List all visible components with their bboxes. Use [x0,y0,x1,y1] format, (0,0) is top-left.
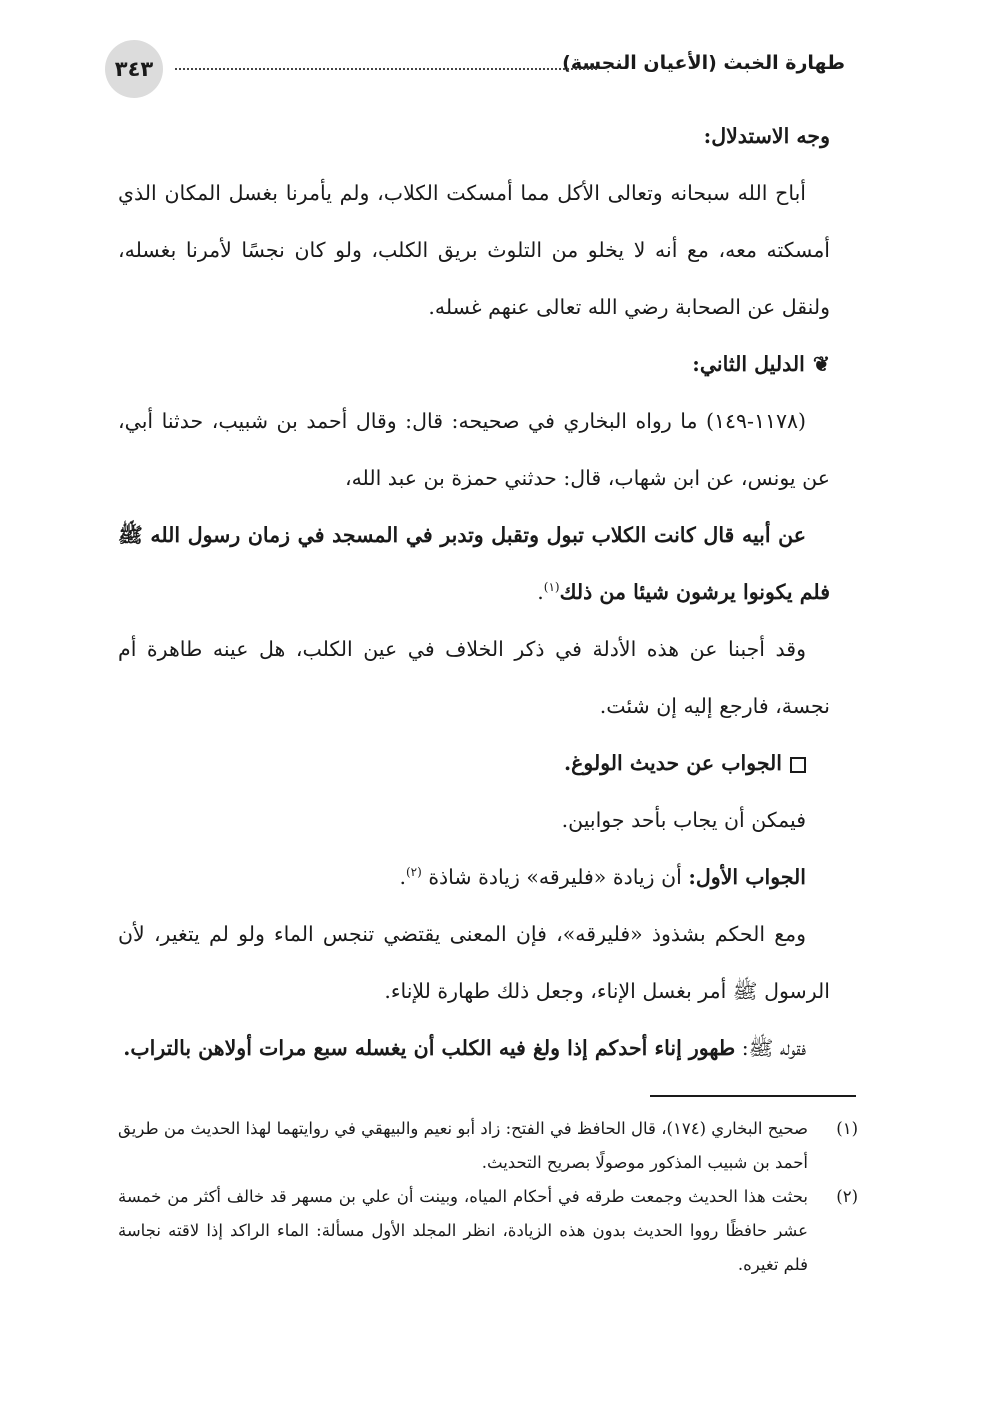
header-title: طهارة الخبث (الأعيان النجسة) [562,52,845,74]
first-answer-label: الجواب الأول: [688,865,806,889]
footnote-2 [118,1180,858,1282]
page-number: ٣٤٣ [105,40,163,98]
checkbox-square-icon [790,757,806,773]
paragraph-2: (١١٧٨-١٤٩) ما رواه البخاري في صحيحه: قال: وقال أحمد بن شبيب، حدثنا أبي، عن يونس، عن ابن شهاب، قال: حدثني حمزة بن عبد الله، [118,409,830,490]
footnotes [118,1112,858,1282]
heading-answer [118,735,830,792]
heading-answer-label: الجواب عن حديث الولوغ. [563,751,782,775]
footnote-text: بحثت هذا الحديث وجمعت طرقه في أحكام المياه، وبينت أن علي بن مسهر قد خالف أكثر من خمسة عشر حافظًا رووا الحديث بدون هذه الزيادة، انظر المجلد الأول مسألة: الماء الراكد إذا لاقته نجاسة فلم تغيره. [118,1187,808,1274]
footnote-number: (١) [836,1119,858,1138]
paragraph-5: فيمكن أن يجاب بأحد جوابين. [561,808,806,832]
heading-second-evidence [118,336,830,393]
period: . [537,580,544,604]
paragraph-7: ومع الحكم بشذوذ «فليرقه»، فإن المعنى يقتضي تنجس الماء ولو لم يتغير، لأن الرسول ﷺ أمر بغسل الإناء، وجعل ذلك طهارة للإناء. [118,922,830,1003]
footnote-1 [118,1112,858,1180]
heading-istidlal: وجه الاستدلال: [703,124,830,148]
running-header [105,40,845,98]
footnote-ref-1[interactable]: (١) [543,580,560,595]
footnote-number: (٢) [836,1187,858,1206]
hadith-text: عن أبيه قال كانت الكلاب تبول وتقبل وتدبر في المسجد في زمان رسول الله ﷺ فلم يكونوا يرشون شيئا من ذلك [118,523,830,604]
main-text [118,108,830,1077]
paragraph-3 [118,507,830,621]
paragraph-8 [118,1020,830,1077]
paragraph-4: وقد أجبنا عن هذه الأدلة في ذكر الخلاف في عين الكلب، هل عينه طاهرة أم نجسة، فارجع إليه إن شئت. [118,637,830,718]
paragraph-1: أباح الله سبحانه وتعالى الأكل مما أمسكت الكلاب، ولم يأمرنا بغسل المكان الذي أمسكته معه، مع أنه لا يخلو من التلوث بريق الكلب، ولو كان نجسًا لأمرنا بغسله، ولنقل عن الصحابة رضي الله تعالى عنهم غسله. [118,181,830,319]
hadith-intro: فقوله ﷺ: [735,1036,806,1060]
leaf-ornament-icon: ❦ [812,352,830,376]
hadith-quote: طهور إناء أحدكم إذا ولغ فيه الكلب أن يغسله سبع مرات أولاهن بالتراب. [123,1036,736,1060]
heading-second-evidence-label: الدليل الثاني: [692,352,805,376]
footnote-separator [650,1095,856,1097]
period: . [399,865,406,889]
header-dotted-leader [175,68,597,70]
first-answer-text: أن زيادة «فليرقه» زيادة شاذة [421,865,689,889]
paragraph-6 [118,849,830,906]
footnote-ref-2[interactable]: (٢) [405,865,422,880]
footnote-text: صحيح البخاري (١٧٤)، قال الحافظ في الفتح: زاد أبو نعيم والبيهقي في روايتهما لهذا الحديث من طريق أحمد بن شبيب المذكور موصولًا بصريح التحديث. [118,1119,808,1172]
